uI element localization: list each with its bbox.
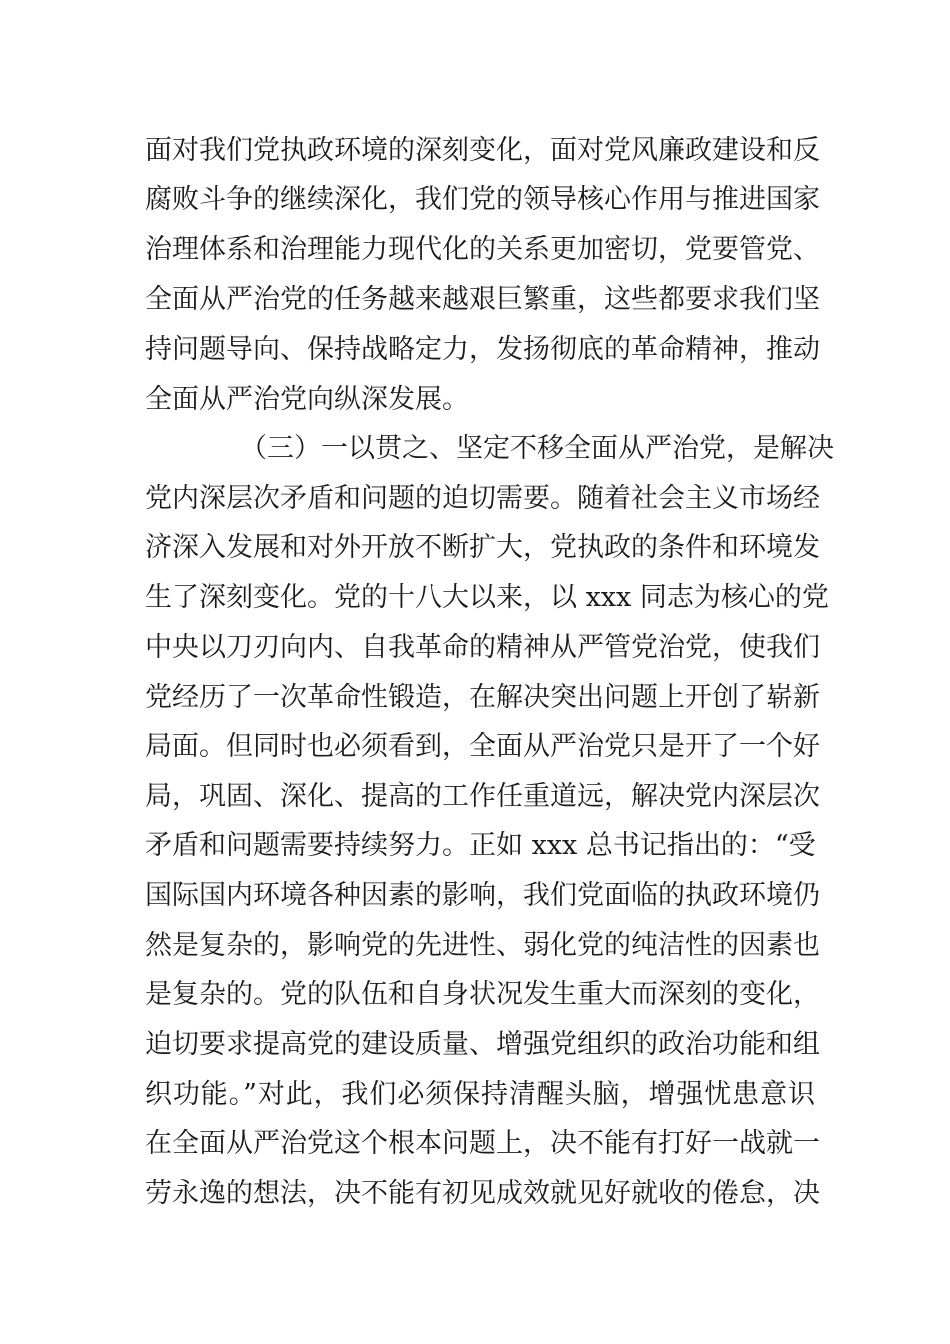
- text-line: 迫切要求提高党的建设质量、增强党组织的政治功能和组: [145, 1029, 820, 1060]
- text-line: 中央以刀刃向内、自我革命的精神从严管党治党，使我们: [145, 632, 820, 663]
- text-line: 是复杂的。党的队伍和自身状况发生重大而深刻的变化，: [145, 979, 820, 1010]
- text-line: 腐败斗争的继续深化，我们党的领导核心作用与推进国家: [145, 184, 820, 215]
- text-line: 全面从严治党的任务越来越艰巨繁重，这些都要求我们坚: [145, 284, 820, 315]
- text-line: 党内深层次矛盾和问题的迫切需要。随着社会主义市场经: [145, 483, 820, 514]
- text-line: 生了深刻变化。党的十八大以来，以 xxx 同志为核心的党: [145, 582, 829, 613]
- text-line: 党经历了一次革命性锻造，在解决突出问题上开创了崭新: [145, 682, 820, 713]
- text-line: 矛盾和问题需要持续努力。正如 xxx 总书记指出的：“受: [145, 830, 816, 861]
- text-line: 局，巩固、深化、提高的工作任重道远，解决党内深层次: [145, 781, 820, 812]
- text-line: 治理体系和治理能力现代化的关系更加密切，党要管党、: [145, 234, 820, 265]
- text-line: 劳永逸的想法，决不能有初见成效就见好就收的倦怠，决: [145, 1178, 820, 1209]
- text-line: 全面从严治党向纵深发展。: [145, 384, 469, 415]
- section-heading-line: （三）一以贯之、坚定不移全面从严治党，是解决: [240, 433, 834, 464]
- text-line: 面对我们党执政环境的深刻变化，面对党风廉政建设和反: [145, 135, 820, 166]
- text-line: 持问题导向、保持战略定力，发扬彻底的革命精神，推动: [145, 334, 820, 365]
- text-line: 织功能。”对此，我们必须保持清醒头脑，增强忧患意识: [145, 1079, 815, 1110]
- text-line: 济深入发展和对外开放不断扩大，党执政的条件和环境发: [145, 532, 820, 563]
- text-line: 局面。但同时也必须看到，全面从严治党只是开了一个好: [145, 731, 820, 762]
- text-line: 在全面从严治党这个根本问题上，决不能有打好一战就一: [145, 1128, 820, 1159]
- text-line: 国际国内环境各种因素的影响，我们党面临的执政环境仍: [145, 880, 820, 911]
- text-line: 然是复杂的，影响党的先进性、弱化党的纯洁性的因素也: [145, 930, 820, 961]
